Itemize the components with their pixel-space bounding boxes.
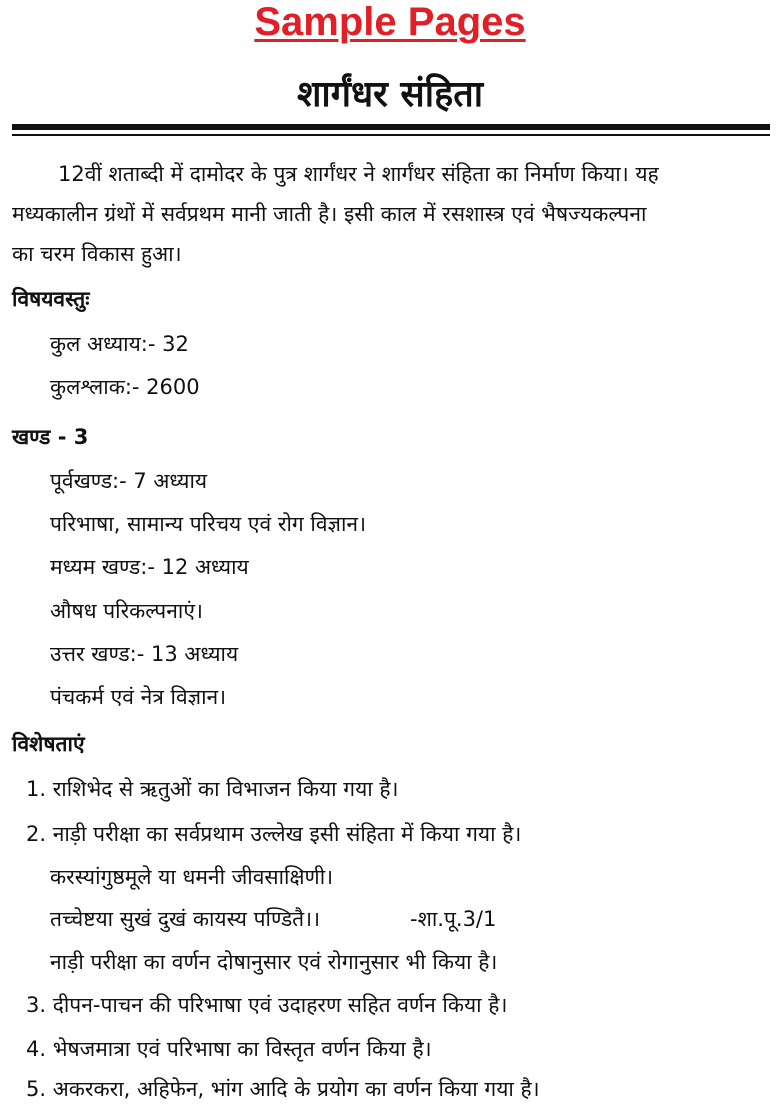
- list-item: पंचकर्म एवं नेत्र विज्ञान।: [50, 685, 227, 709]
- list-item: मध्यम खण्ड:- 12 अध्याय: [50, 555, 249, 579]
- intro-line: मध्यकालीन ग्रंथों में सर्वप्रथम मानी जाती है। इसी काल में रसशास्त्र एवं भैषज्यकल्पना: [12, 202, 647, 226]
- sections-heading: खण्ड - 3: [12, 425, 89, 449]
- list-item: 3. दीपन-पाचन की परिभाषा एवं उदाहरण सहित वर्णन किया है।: [26, 993, 508, 1017]
- intro-line: का चरम विकास हुआ।: [12, 242, 182, 266]
- list-item: कुल अध्याय:- 32: [50, 332, 189, 356]
- verse-reference: -शा.पू.3/1: [410, 907, 497, 931]
- list-item: 2. नाड़ी परीक्षा का सर्वप्रथाम उल्लेख इसी संहिता में किया गया है।: [26, 822, 522, 846]
- list-item: 1. राशिभेद से ऋतुओं का विभाजन किया गया है।: [26, 777, 399, 801]
- list-item: औषध परिकल्पनाएं।: [50, 599, 203, 623]
- list-item: 4. भेषजमात्रा एवं परिभाषा का विस्तृत वर्णन किया है।: [26, 1037, 432, 1061]
- list-item: कुलश्लाक:- 2600: [50, 375, 200, 399]
- title-divider-thick: [12, 124, 770, 130]
- verse-line: करस्यांगुष्ठमूले या धमनी जीवसाक्षिणी।: [50, 865, 334, 889]
- features-heading: विशेषताएं: [12, 732, 85, 756]
- contents-heading: विषयवस्तुः: [12, 287, 90, 311]
- intro-line: 12वीं शताब्दी में दामोदर के पुत्र शार्गंधर ने शार्गंधर संहिता का निर्माण किया। यह: [58, 162, 659, 186]
- list-item: परिभाषा, सामान्य परिचय एवं रोग विज्ञान।: [50, 512, 367, 536]
- list-item: नाड़ी परीक्षा का वर्णन दोषानुसार एवं रोगानुसार भी किया है।: [50, 950, 498, 974]
- list-item: 5. अकरकरा, अहिफेन, भांग आदि के प्रयोग का वर्णन किया गया है।: [26, 1077, 540, 1101]
- list-item: उत्तर खण्ड:- 13 अध्याय: [50, 642, 239, 666]
- title-divider-thin: [12, 134, 770, 136]
- sample-pages-label: Sample Pages: [254, 0, 526, 44]
- list-item: पूर्वखण्ड:- 7 अध्याय: [50, 469, 208, 493]
- verse-line: तच्चेष्टया सुखं दुखं कायस्य पण्डितै।।: [50, 907, 321, 931]
- page-title: शार्गंधर संहिता: [296, 74, 484, 115]
